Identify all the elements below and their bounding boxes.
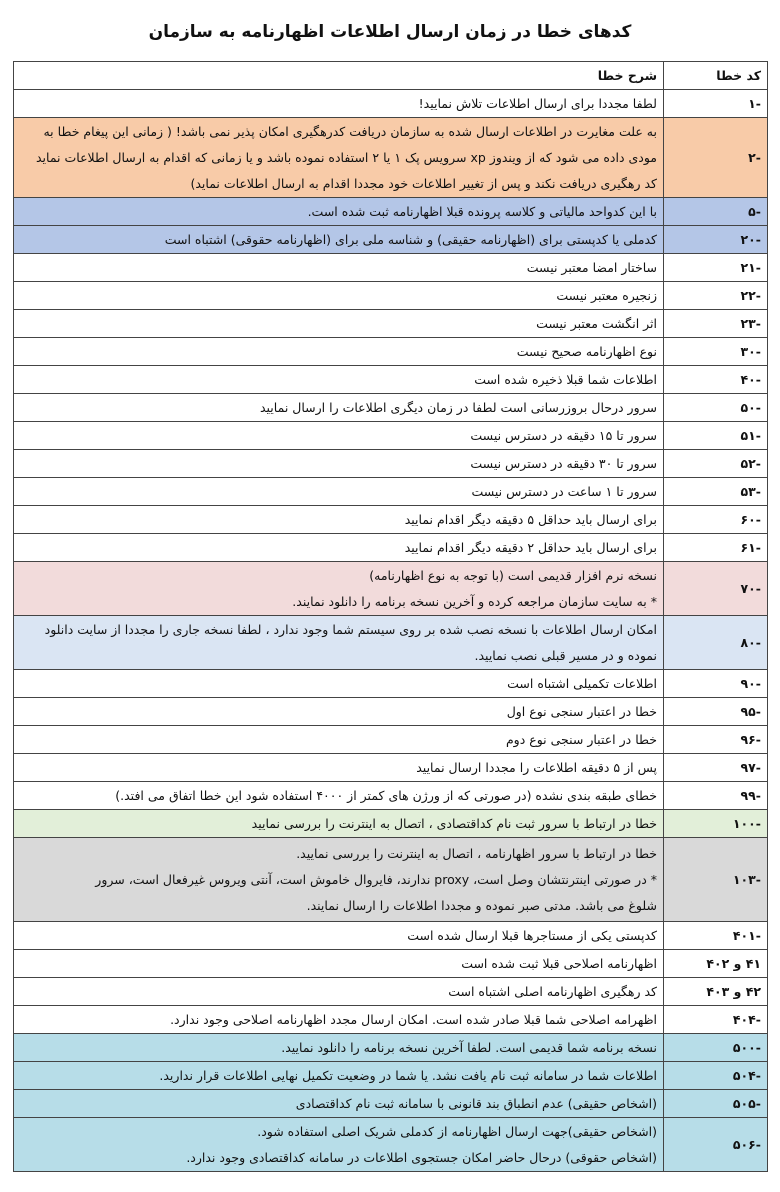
error-description	[14, 118, 664, 198]
description-line: (اشخاص حقوقی) درحال حاضر امکان جستجوی اطلاعات در سامانه کداقتصادی وجود ندارد.	[186, 1149, 657, 1165]
description-line: کد رهگیری اظهارنامه اصلی اشتباه است	[448, 983, 657, 999]
description-line: برای ارسال باید حداقل ۵ دقیقه دیگر اقدام نمایید	[404, 511, 657, 527]
description-line: سرور تا ۱ ساعت در دسترس نیست	[471, 483, 657, 499]
error-description	[14, 754, 664, 782]
description-line: شلوغ می باشد. مدتی صبر نموده و مجددا اطلاعات را ارسال نمایند.	[306, 897, 657, 913]
table-row	[14, 226, 768, 254]
description-line: امکان ارسال اطلاعات با نسخه نصب شده بر روی سیستم شما وجود ندارد ، لطفا نسخه جاری را مجددا از سایت دانلود	[44, 621, 657, 637]
error-description	[14, 726, 664, 754]
error-description	[14, 90, 664, 118]
table-row	[14, 366, 768, 394]
description-line: خطای طبقه بندی نشده (در صورتی که از ورژن های کمتر از ۴۰۰۰ استفاده شود این خطا اتفاق می افتد.)	[115, 787, 657, 803]
description-line: * در صورتی اینترنتشان وصل است، proxy ندارند، فایروال خاموش است، آنتی ویروس غیرفعال است، سرور	[95, 871, 657, 887]
description-line: خطا در اعتبار سنجی نوع دوم	[505, 731, 657, 747]
error-code: -۵۰۰	[664, 1034, 768, 1062]
table-row	[14, 1090, 768, 1118]
description-line: خطا در ارتباط با سرور ثبت نام کداقتصادی ، اتصال به اینترنت را بررسی نمایید	[251, 815, 657, 831]
error-description	[14, 562, 664, 616]
header-description: شرح خطا	[14, 62, 664, 90]
error-description	[14, 534, 664, 562]
error-description	[14, 838, 664, 922]
description-line: نسخه نرم افزار قدیمی است (با توجه به نوع اظهارنامه)	[369, 567, 657, 583]
description-line: خطا در اعتبار سنجی نوع اول	[506, 703, 657, 719]
header-code: کد خطا	[664, 62, 768, 90]
description-line: اطلاعات شما قبلا ذخیره شده است	[474, 371, 657, 387]
error-description	[14, 254, 664, 282]
description-line: (اشخاص حقیقی)جهت ارسال اظهارنامه از کدملی شریک اصلی استفاده شود.	[257, 1123, 657, 1139]
table-header-row	[14, 62, 768, 90]
error-code: -۲۰	[664, 226, 768, 254]
description-line: به علت مغایرت در اطلاعات ارسال شده به سازمان دریافت کدرهگیری امکان پذیر نمی باشد! ( زمانی این پیغام خطا به	[43, 123, 657, 139]
error-code: -۹۷	[664, 754, 768, 782]
table-row	[14, 254, 768, 282]
error-code: -۴۰	[664, 366, 768, 394]
description-line: نوع اظهارنامه صحیح نیست	[516, 343, 657, 359]
description-line: اظهرامه اصلاحی شما قبلا صادر شده است. امکان ارسال مجدد اظهارنامه اصلاحی وجود ندارد.	[170, 1011, 657, 1027]
description-line: برای ارسال باید حداقل ۲ دقیقه دیگر اقدام نمایید	[404, 539, 657, 555]
description-line: سرور درحال بروزرسانی است لطفا در زمان دیگری اطلاعات را ارسال نمایید	[259, 399, 657, 415]
error-description	[14, 310, 664, 338]
description-line: نسخه برنامه شما قدیمی است. لطفا آخرین نسخه برنامه را دانلود نمایید.	[281, 1039, 657, 1055]
error-code: ۴۱ و ۴۰۲	[664, 950, 768, 978]
error-description	[14, 338, 664, 366]
error-description	[14, 226, 664, 254]
table-row	[14, 726, 768, 754]
description-line: خطا در ارتباط با سرور اظهارنامه ، اتصال به اینترنت را بررسی نمایید.	[296, 845, 657, 861]
table-row	[14, 198, 768, 226]
description-line: ساختار امضا معتبر نیست	[526, 259, 657, 275]
table-row	[14, 534, 768, 562]
table-row	[14, 478, 768, 506]
description-line: سرور تا ۳۰ دقیقه در دسترس نیست	[470, 455, 657, 471]
error-description	[14, 616, 664, 670]
table-row	[14, 562, 768, 616]
description-line: سرور تا ۱۵ دقیقه در دسترس نیست	[470, 427, 657, 443]
description-line: اثر انگشت معتبر نیست	[536, 315, 657, 331]
error-description	[14, 450, 664, 478]
table-row	[14, 698, 768, 726]
error-code: -۵۰۶	[664, 1118, 768, 1172]
table-row	[14, 118, 768, 198]
table-row	[14, 506, 768, 534]
table-row	[14, 838, 768, 922]
error-code: -۹۰	[664, 670, 768, 698]
table-row	[14, 1062, 768, 1090]
error-code: ۴۲ و ۴۰۳	[664, 978, 768, 1006]
page-title: کدهای خطا در زمان ارسال اطلاعات اظهارنامه به سازمان	[148, 22, 632, 42]
table-row	[14, 90, 768, 118]
error-code: -۵۰۴	[664, 1062, 768, 1090]
error-code: -۶۰	[664, 506, 768, 534]
error-code: -۹۵	[664, 698, 768, 726]
description-line: اطلاعات تکمیلی اشتباه است	[507, 675, 657, 691]
description-line: نموده و در مسیر قبلی نصب نمایید.	[474, 647, 657, 663]
table-row	[14, 782, 768, 810]
description-line: اظهارنامه اصلاحی قبلا ثبت شده است	[461, 955, 657, 971]
error-description	[14, 1118, 664, 1172]
error-code: -۴۰۱	[664, 922, 768, 950]
error-code: -۲۲	[664, 282, 768, 310]
error-code: -۹۶	[664, 726, 768, 754]
error-code: -۵۱	[664, 422, 768, 450]
error-code: -۹۹	[664, 782, 768, 810]
table-row	[14, 922, 768, 950]
table-body	[14, 90, 768, 1172]
table-row	[14, 1118, 768, 1172]
description-line: کدپستی یکی از مستاجرها قبلا ارسال شده است	[407, 927, 657, 943]
description-line: کدملی یا کدپستی برای (اظهارنامه حقیقی) و شناسه ملی برای (اظهارنامه حقوقی) اشتباه است	[164, 231, 657, 247]
error-code: -۲	[664, 118, 768, 198]
error-description	[14, 1034, 664, 1062]
error-code: -۱۰۳	[664, 838, 768, 922]
error-code: -۲۳	[664, 310, 768, 338]
description-line: پس از ۵ دقیقه اطلاعات را مجددا ارسال نمایید	[416, 759, 657, 775]
table-row	[14, 338, 768, 366]
description-line: اطلاعات شما در سامانه ثبت نام یافت نشد. یا شما در وضعیت تکمیل نهایی اطلاعات قرار ندارید.	[159, 1067, 657, 1083]
table-row	[14, 670, 768, 698]
table-row	[14, 978, 768, 1006]
error-description	[14, 282, 664, 310]
error-codes-table	[13, 61, 768, 1172]
error-code: -۱۰۰	[664, 810, 768, 838]
table-row	[14, 616, 768, 670]
error-description	[14, 810, 664, 838]
error-code: -۲۱	[664, 254, 768, 282]
table-row	[14, 1006, 768, 1034]
error-description	[14, 670, 664, 698]
description-line: با این کدواحد مالیاتی و کلاسه پرونده قبلا اظهارنامه ثبت شده است.	[307, 203, 657, 219]
description-line: کد رهگیری دریافت نکند و پس از تغییر اطلاعات خود مجددا اقدام به ارسال اطلاعات نماید)	[190, 175, 657, 191]
error-description	[14, 394, 664, 422]
error-description	[14, 950, 664, 978]
error-description	[14, 1062, 664, 1090]
description-line: (اشخاص حقیقی) عدم انطباق بند قانونی با سامانه ثبت نام کداقتصادی	[295, 1095, 657, 1111]
error-code: -۳۰	[664, 338, 768, 366]
table-row	[14, 754, 768, 782]
error-code: -۴۰۴	[664, 1006, 768, 1034]
error-code: -۵۰	[664, 394, 768, 422]
error-description	[14, 422, 664, 450]
table-row	[14, 394, 768, 422]
error-description	[14, 1006, 664, 1034]
error-code: -۶۱	[664, 534, 768, 562]
table-row	[14, 1034, 768, 1062]
error-description	[14, 478, 664, 506]
error-code: -۵۰۵	[664, 1090, 768, 1118]
table-row	[14, 310, 768, 338]
error-description	[14, 366, 664, 394]
table-row	[14, 422, 768, 450]
error-description	[14, 1090, 664, 1118]
error-code: -۵۲	[664, 450, 768, 478]
table-row	[14, 950, 768, 978]
error-description	[14, 978, 664, 1006]
description-line: لطفا مجددا برای ارسال اطلاعات تلاش نمایید!	[418, 95, 657, 111]
error-description	[14, 922, 664, 950]
table-row	[14, 810, 768, 838]
description-line: زنجیره معتبر نیست	[556, 287, 657, 303]
table-row	[14, 450, 768, 478]
error-code: -۷۰	[664, 562, 768, 616]
table-row	[14, 282, 768, 310]
error-code: -۵	[664, 198, 768, 226]
error-code: -۸۰	[664, 616, 768, 670]
description-line: * به سایت سازمان مراجعه کرده و آخرین نسخه برنامه را دانلود نمایند.	[292, 593, 657, 609]
error-description	[14, 782, 664, 810]
error-description	[14, 198, 664, 226]
description-line: مودی داده می شود که از ویندوز xp سرویس پک ۱ یا ۲ استفاده نموده باشد و یا زمانی که اقدام به ارسال اطلاعات نماید	[35, 149, 657, 165]
error-description	[14, 698, 664, 726]
error-code: -۱	[664, 90, 768, 118]
error-description	[14, 506, 664, 534]
error-code: -۵۳	[664, 478, 768, 506]
